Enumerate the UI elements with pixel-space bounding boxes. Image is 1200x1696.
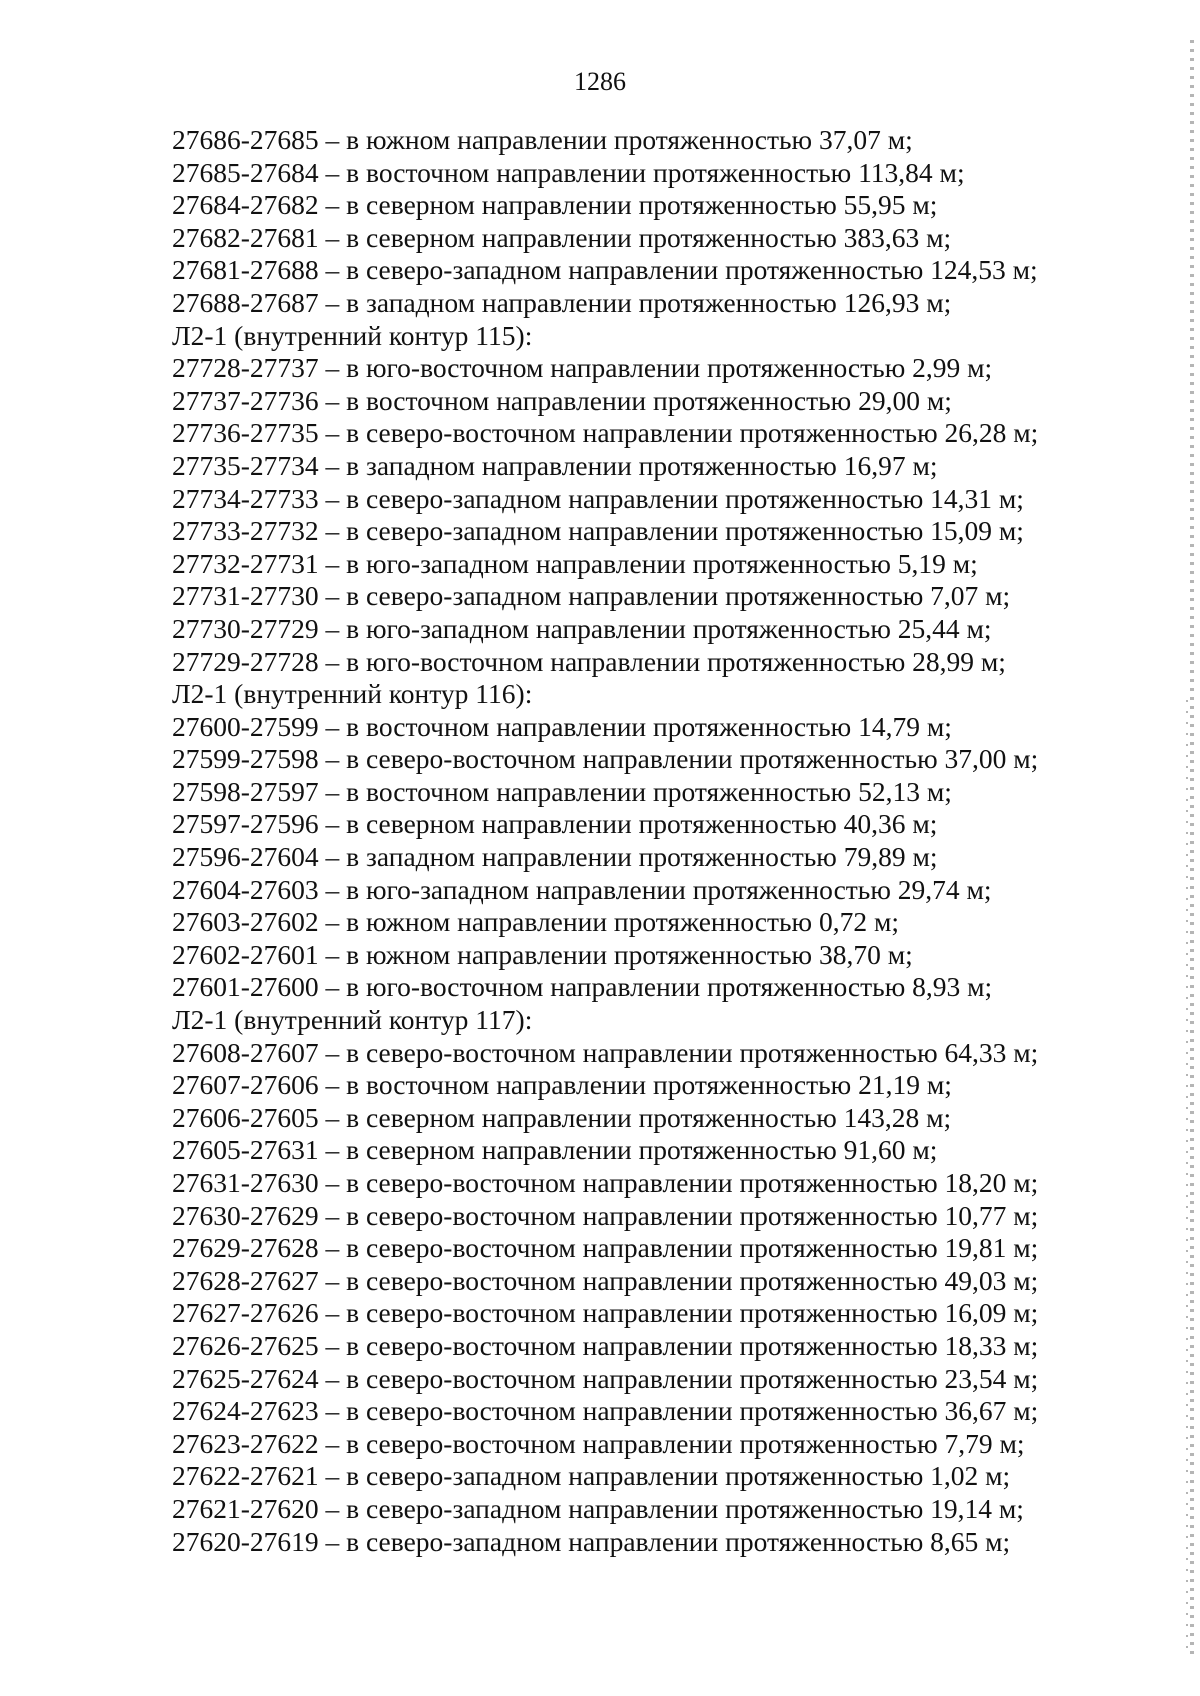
boundary-segment-line: 27607-27606 – в восточном направлении протяженностью 21,19 м; — [172, 1069, 952, 1101]
boundary-segment-line: 27737-27736 – в восточном направлении протяженностью 29,00 м; — [172, 384, 952, 416]
boundary-segment-line: 27729-27728 – в юго-восточном направлении протяженностью 28,99 м; — [172, 645, 1006, 677]
boundary-segment-line: 27686-27685 – в южном направлении протяженностью 37,07 м; — [172, 124, 913, 155]
boundary-segment-line: 27681-27688 – в северо-западном направлении протяженностью 124,53 м; — [172, 254, 1038, 286]
boundary-segment-line: 27628-27627 – в северо-восточном направлении протяженностью 49,03 м; — [172, 1264, 1039, 1296]
boundary-segment-line: 27732-27731 – в юго-западном направлении протяженностью 5,19 м; — [172, 547, 978, 579]
boundary-segment-line: 27624-27623 – в северо-восточном направлении протяженностью 36,67 м; — [172, 1395, 1039, 1427]
boundary-segment-line: 27606-27605 – в северном направлении протяженностью 143,28 м; — [172, 1101, 952, 1133]
boundary-segment-line: 27608-27607 – в северо-восточном направлении протяженностью 64,33 м; — [172, 1036, 1039, 1068]
boundary-segment-line: 27604-27603 – в юго-западном направлении протяженностью 29,74 м; — [172, 873, 992, 905]
contour-heading: Л2-1 (внутренний контур 115): — [172, 319, 533, 351]
boundary-segment-line: 27621-27620 – в северо-западном направлении протяженностью 19,14 м; — [172, 1492, 1024, 1524]
boundary-segment-line: 27598-27597 – в восточном направлении протяженностью 52,13 м; — [172, 775, 952, 807]
boundary-segment-line: 27735-27734 – в западном направлении протяженностью 16,97 м; — [172, 449, 938, 481]
page-number: 1286 — [574, 67, 626, 96]
boundary-segment-line: 27601-27600 – в юго-восточном направлении протяженностью 8,93 м; — [172, 971, 993, 1003]
boundary-segment-line: 27599-27598 – в северо-восточном направлении протяженностью 37,00 м; — [172, 743, 1039, 775]
scan-edge-artifact — [1186, 700, 1188, 1650]
contour-heading: Л2-1 (внутренний контур 117): — [172, 1004, 533, 1036]
boundary-segment-line: 27631-27630 – в северо-восточном направлении протяженностью 18,20 м; — [172, 1167, 1039, 1198]
boundary-segment-line: 27623-27622 – в северо-восточном направлении протяженностью 7,79 м; — [172, 1427, 1025, 1459]
boundary-segment-line: 27602-27601 – в южном направлении протяженностью 38,70 м; — [172, 938, 913, 970]
boundary-segment-line: 27728-27737 – в юго-восточном направлении протяженностью 2,99 м; — [172, 352, 993, 384]
boundary-description-list — [172, 124, 1132, 1558]
boundary-segment-line: 27733-27732 – в северо-западном направлении протяженностью 15,09 м; — [172, 515, 1024, 547]
boundary-segment-line: 27688-27687 – в западном направлении протяженностью 126,93 м; — [172, 286, 952, 318]
boundary-segment-line: 27629-27628 – в северо-восточном направлении протяженностью 19,81 м; — [172, 1232, 1039, 1264]
boundary-segment-line: 27736-27735 – в северо-восточном направлении протяженностью 26,28 м; — [172, 417, 1039, 449]
boundary-segment-line: 27622-27621 – в северо-западном направлении протяженностью 1,02 м; — [172, 1460, 1011, 1492]
scan-edge-artifact — [1190, 40, 1194, 1660]
boundary-segment-line: 27600-27599 – в восточном направлении протяженностью 14,79 м; — [172, 710, 952, 742]
boundary-segment-line: 27685-27684 – в восточном направлении протяженностью 113,84 м; — [172, 156, 965, 188]
boundary-segment-line: 27682-27681 – в северном направлении протяженностью 383,63 м; — [172, 221, 952, 253]
boundary-segment-line: 27731-27730 – в северо-западном направлении протяженностью 7,07 м; — [172, 580, 1011, 612]
boundary-segment-line: 27605-27631 – в северном направлении протяженностью 91,60 м; — [172, 1134, 938, 1166]
contour-heading: Л2-1 (внутренний контур 116): — [172, 678, 533, 710]
boundary-segment-line: 27620-27619 – в северо-западном направлении протяженностью 8,65 м; — [172, 1525, 1011, 1557]
boundary-segment-line: 27734-27733 – в северо-западном направлении протяженностью 14,31 м; — [172, 482, 1024, 514]
boundary-segment-line: 27597-27596 – в северном направлении протяженностью 40,36 м; — [172, 808, 938, 840]
boundary-segment-line: 27684-27682 – в северном направлении протяженностью 55,95 м; — [172, 189, 938, 221]
boundary-segment-line: 27626-27625 – в северо-восточном направлении протяженностью 18,33 м; — [172, 1329, 1039, 1361]
boundary-segment-line: 27603-27602 – в южном направлении протяженностью 0,72 м; — [172, 906, 900, 938]
boundary-segment-line: 27625-27624 – в северо-восточном направлении протяженностью 23,54 м; — [172, 1362, 1039, 1394]
boundary-segment-line: 27730-27729 – в юго-западном направлении протяженностью 25,44 м; — [172, 612, 992, 644]
boundary-segment-line: 27630-27629 – в северо-восточном направлении протяженностью 10,77 м; — [172, 1199, 1039, 1231]
boundary-segment-line: 27596-27604 – в западном направлении протяженностью 79,89 м; — [172, 841, 938, 873]
boundary-segment-line: 27627-27626 – в северо-восточном направлении протяженностью 16,09 м; — [172, 1297, 1039, 1329]
